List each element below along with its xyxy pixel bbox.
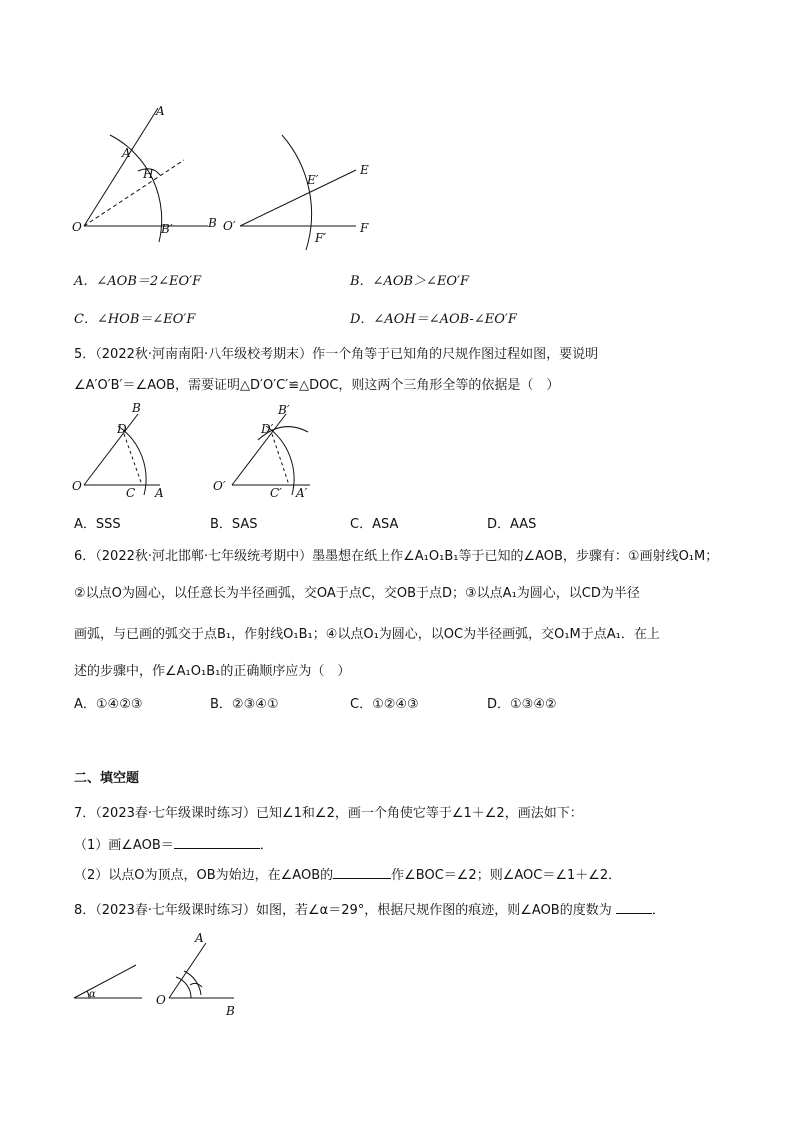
construction-arc-1	[176, 977, 191, 998]
ray-ob	[84, 414, 138, 485]
label-b: B	[226, 1004, 235, 1018]
label-b-prime: B′	[161, 222, 173, 236]
q4-option-c[interactable]: C．∠HOB＝∠EO′F	[74, 312, 196, 327]
label-o-prime: O′	[213, 479, 226, 493]
arc-e1-f1	[282, 135, 312, 250]
label-b: B	[208, 216, 217, 230]
q6-option-c[interactable]: C．①②④③	[350, 697, 419, 712]
q8-blank[interactable]	[616, 901, 652, 914]
label-o: O	[72, 479, 82, 493]
q7-step1-end: ．	[259, 838, 273, 853]
label-a: A	[155, 486, 164, 500]
q6-option-b[interactable]: B．②③④①	[210, 697, 279, 712]
label-o: O	[72, 220, 82, 234]
q7-step2-text: （2）以点O为顶点，OB为始边，在∠AOB的	[74, 868, 334, 883]
q4-option-a[interactable]: A．∠AOB＝2∠EO′F	[74, 274, 202, 289]
label-f-prime: F′	[315, 231, 327, 245]
ray-ob-prime	[232, 414, 286, 485]
q7-stem: 7．（2023春·七年级课时练习）已知∠1和∠2，画一个角使它等于∠1＋∠2，画法如下：	[74, 806, 583, 821]
label-b: B	[132, 401, 141, 415]
q6-stem-line2: ②以点O为圆心，以任意长为半径画弧，交OA于点C，交OB于点D；③以点A₁为圆心，以CD为半径	[74, 586, 640, 601]
label-e: E	[360, 163, 369, 177]
q7-step2	[74, 866, 621, 884]
label-alpha: α	[89, 989, 96, 1000]
q8-aob-angle	[169, 943, 234, 998]
q8-stem-text: 8．（2023春·七年级课时练习）如图，若∠α＝29°，根据尺规作图的痕迹，则∠AOB的度数为	[74, 903, 612, 918]
q7-step2-end: 作∠BOC＝∠2；则∠AOC＝∠1＋∠2．	[391, 868, 622, 883]
label-b-prime: B′	[278, 403, 290, 417]
section-title-fill-in: 二、填空题	[74, 771, 140, 786]
q5-stem-line1: 5．（2022秋·河南南阳·八年级校考期末）作一个角等于已知角的尺规作图过程如图，要说明	[74, 347, 599, 362]
q5-option-c[interactable]: C．ASA	[350, 517, 399, 532]
q4-option-b[interactable]: B．∠AOB＞∠EO′F	[350, 274, 470, 289]
q8-stem-end: ．	[651, 903, 665, 918]
q6-stem-line4: 述的步骤中，作∠A₁O₁B₁的正确顺序应为（ ）	[74, 664, 351, 679]
label-f: F	[360, 221, 369, 235]
q4-option-d[interactable]: D．∠AOH＝∠AOB-∠EO′F	[350, 312, 517, 327]
label-c-prime: C′	[270, 486, 282, 500]
q6-stem-line1: 6．（2022秋·河北邯郸·七年级统考期中）墨墨想在纸上作∠A₁O₁B₁等于已知的∠AOB，步骤有：①画射线O₁M；	[74, 549, 719, 564]
q7-step1	[74, 836, 273, 854]
q5-stem-line2: ∠A′O′B′＝∠AOB，需要证明△D′O′C′≌△DOC，则这两个三角形全等的依据是（ ）	[74, 378, 560, 393]
label-a-prime: A′	[122, 146, 134, 160]
q8-alpha-angle	[74, 965, 142, 998]
label-a-prime: A′	[296, 486, 308, 500]
alpha-ray-upper	[74, 965, 136, 998]
label-c: C	[126, 486, 136, 500]
q5-option-d[interactable]: D．AAS	[487, 517, 537, 532]
label-o-prime: O′	[223, 219, 236, 233]
q8-figure	[60, 925, 260, 1020]
q8-stem	[74, 901, 665, 919]
q6-option-d[interactable]: D．①③④②	[487, 697, 557, 712]
chord-dc	[124, 434, 142, 485]
q7-step1-text: （1）画∠AOB＝	[74, 838, 174, 853]
q6-stem-line3: 画弧，与已画的弧交于点B₁，作射线O₁B₁；④以点O₁为圆心，以OC为半径画弧，交O₁M于点A₁．在上	[74, 627, 660, 642]
q5-option-b[interactable]: B．SAS	[210, 517, 258, 532]
label-h: H	[143, 167, 154, 181]
construction-arc-3	[190, 983, 202, 987]
label-a: A	[195, 931, 204, 945]
q5-figure	[60, 398, 330, 508]
construction-arc-2	[184, 971, 201, 995]
q4-right-figure	[240, 135, 356, 250]
q6-option-a[interactable]: A．①④②③	[74, 697, 143, 712]
label-e-prime: E′	[307, 173, 319, 187]
chord-d1c1	[272, 434, 289, 485]
label-d: D	[117, 422, 127, 436]
label-o: O	[156, 993, 166, 1007]
bisector-oh	[84, 160, 184, 226]
ray-oe	[240, 170, 356, 226]
q7-blank-2[interactable]	[333, 866, 391, 879]
label-d-prime: D′	[261, 422, 274, 436]
q7-blank-1[interactable]	[174, 836, 260, 849]
label-a: A	[156, 104, 165, 118]
q5-option-a[interactable]: A．SSS	[74, 517, 121, 532]
q4-figure	[60, 95, 390, 255]
